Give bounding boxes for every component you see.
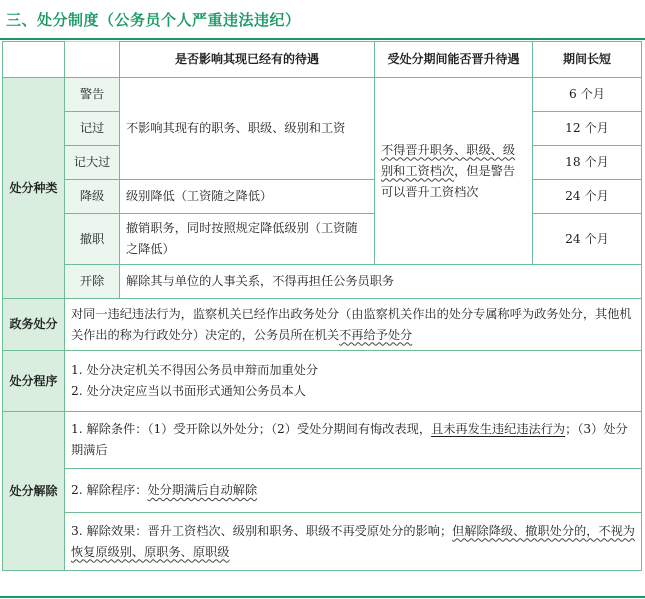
period-removal: 24 个月 xyxy=(533,214,642,265)
removal-effect-prefix: 3. 解除效果：晋升工资档次、级别和职务、职级不再受原处分的影响； xyxy=(71,523,453,538)
header-corner-cell xyxy=(3,42,65,78)
government-sanction-emphasis: 不再给予处分 xyxy=(339,327,413,342)
header-promotion: 受处分期间能否晋升待遇 xyxy=(375,42,533,78)
category-removal: 处分解除 xyxy=(3,412,65,571)
table-row xyxy=(3,469,642,513)
promotion-restriction xyxy=(375,78,533,265)
period-demotion: 24 个月 xyxy=(533,180,642,214)
header-type-cell xyxy=(65,42,120,78)
removal-procedure xyxy=(65,469,642,513)
table-row xyxy=(3,214,642,265)
section-heading xyxy=(0,0,645,38)
header-treatment: 是否影响其现已经有的待遇 xyxy=(120,42,375,78)
expulsion-text: 解除其与单位的人事关系，不得再担任公务员职务 xyxy=(120,265,642,299)
table-header-row xyxy=(3,42,642,78)
procedure-list xyxy=(65,351,642,412)
sanction-table xyxy=(2,41,642,571)
category-government-sanction: 政务处分 xyxy=(3,299,65,351)
category-sanction-types: 处分种类 xyxy=(3,78,65,299)
table-row xyxy=(3,265,642,299)
period-major-demerit: 18 个月 xyxy=(533,146,642,180)
procedure-item: 1. 处分决定机关不得因公务员申辩而加重处分 xyxy=(71,363,319,377)
removal-condition-prefix: 1. 解除条件：（1）受开除以外处分；（2）受处分期间有悔改表现， xyxy=(71,422,432,436)
type-major-demerit: 记大过 xyxy=(65,146,120,180)
removal-condition-suffix: ；（3）处分期满后 xyxy=(71,422,628,457)
procedure-item: 2. 处分决定应当以书面形式通知公务员本人 xyxy=(71,384,306,398)
removal-procedure-prefix: 2. 解除程序： xyxy=(71,483,148,497)
government-sanction-body: 对同一违纪违法行为，监察机关已经作出政务处分（由监察机关作出的处分专属称呼为政务处分，其他机关作出的称为行政处分）决定的，公务员所在机关 xyxy=(71,306,632,342)
removal-effect xyxy=(65,513,642,571)
period-demerit: 12 个月 xyxy=(533,112,642,146)
category-procedure: 处分程序 xyxy=(3,351,65,412)
type-demotion: 降级 xyxy=(65,180,120,214)
table-row xyxy=(3,299,642,351)
type-demerit: 记过 xyxy=(65,112,120,146)
promotion-restriction-note: ，但是警告可以晋升工资档次 xyxy=(381,163,516,199)
treatment-demotion: 级别降低（工资随之降低） xyxy=(120,180,375,214)
section-title: 三、处分制度（公务员个人严重违法违纪） xyxy=(6,10,301,29)
government-sanction-text xyxy=(65,299,642,351)
removal-effect-emphasis: 但解除降级、撤职处分的，不视为恢复原级别、原职务、原职级 xyxy=(71,523,635,559)
type-expulsion: 开除 xyxy=(65,265,120,299)
header-period: 期间长短 xyxy=(533,42,642,78)
removal-procedure-emphasis: 处分期满后自动解除 xyxy=(147,483,258,497)
type-removal: 撤职 xyxy=(65,214,120,265)
table-row xyxy=(3,78,642,112)
removal-condition-emphasis: 且未再发生违纪违法行为 xyxy=(431,422,566,436)
table-row xyxy=(3,351,642,412)
bottom-divider xyxy=(0,596,645,598)
removal-condition xyxy=(65,412,642,469)
type-warning: 警告 xyxy=(65,78,120,112)
heading-divider xyxy=(0,38,645,40)
promotion-restriction-emphasis: 不得晋升职务、职级、级别和工资档次 xyxy=(381,142,516,178)
table-row xyxy=(3,412,642,469)
table-row xyxy=(3,513,642,571)
period-warning: 6 个月 xyxy=(533,78,642,112)
treatment-unaffected: 不影响其现有的职务、职级、级别和工资 xyxy=(120,78,375,180)
table-row xyxy=(3,180,642,214)
treatment-removal: 撤销职务，同时按照规定降低级别（工资随之降低） xyxy=(120,214,375,265)
